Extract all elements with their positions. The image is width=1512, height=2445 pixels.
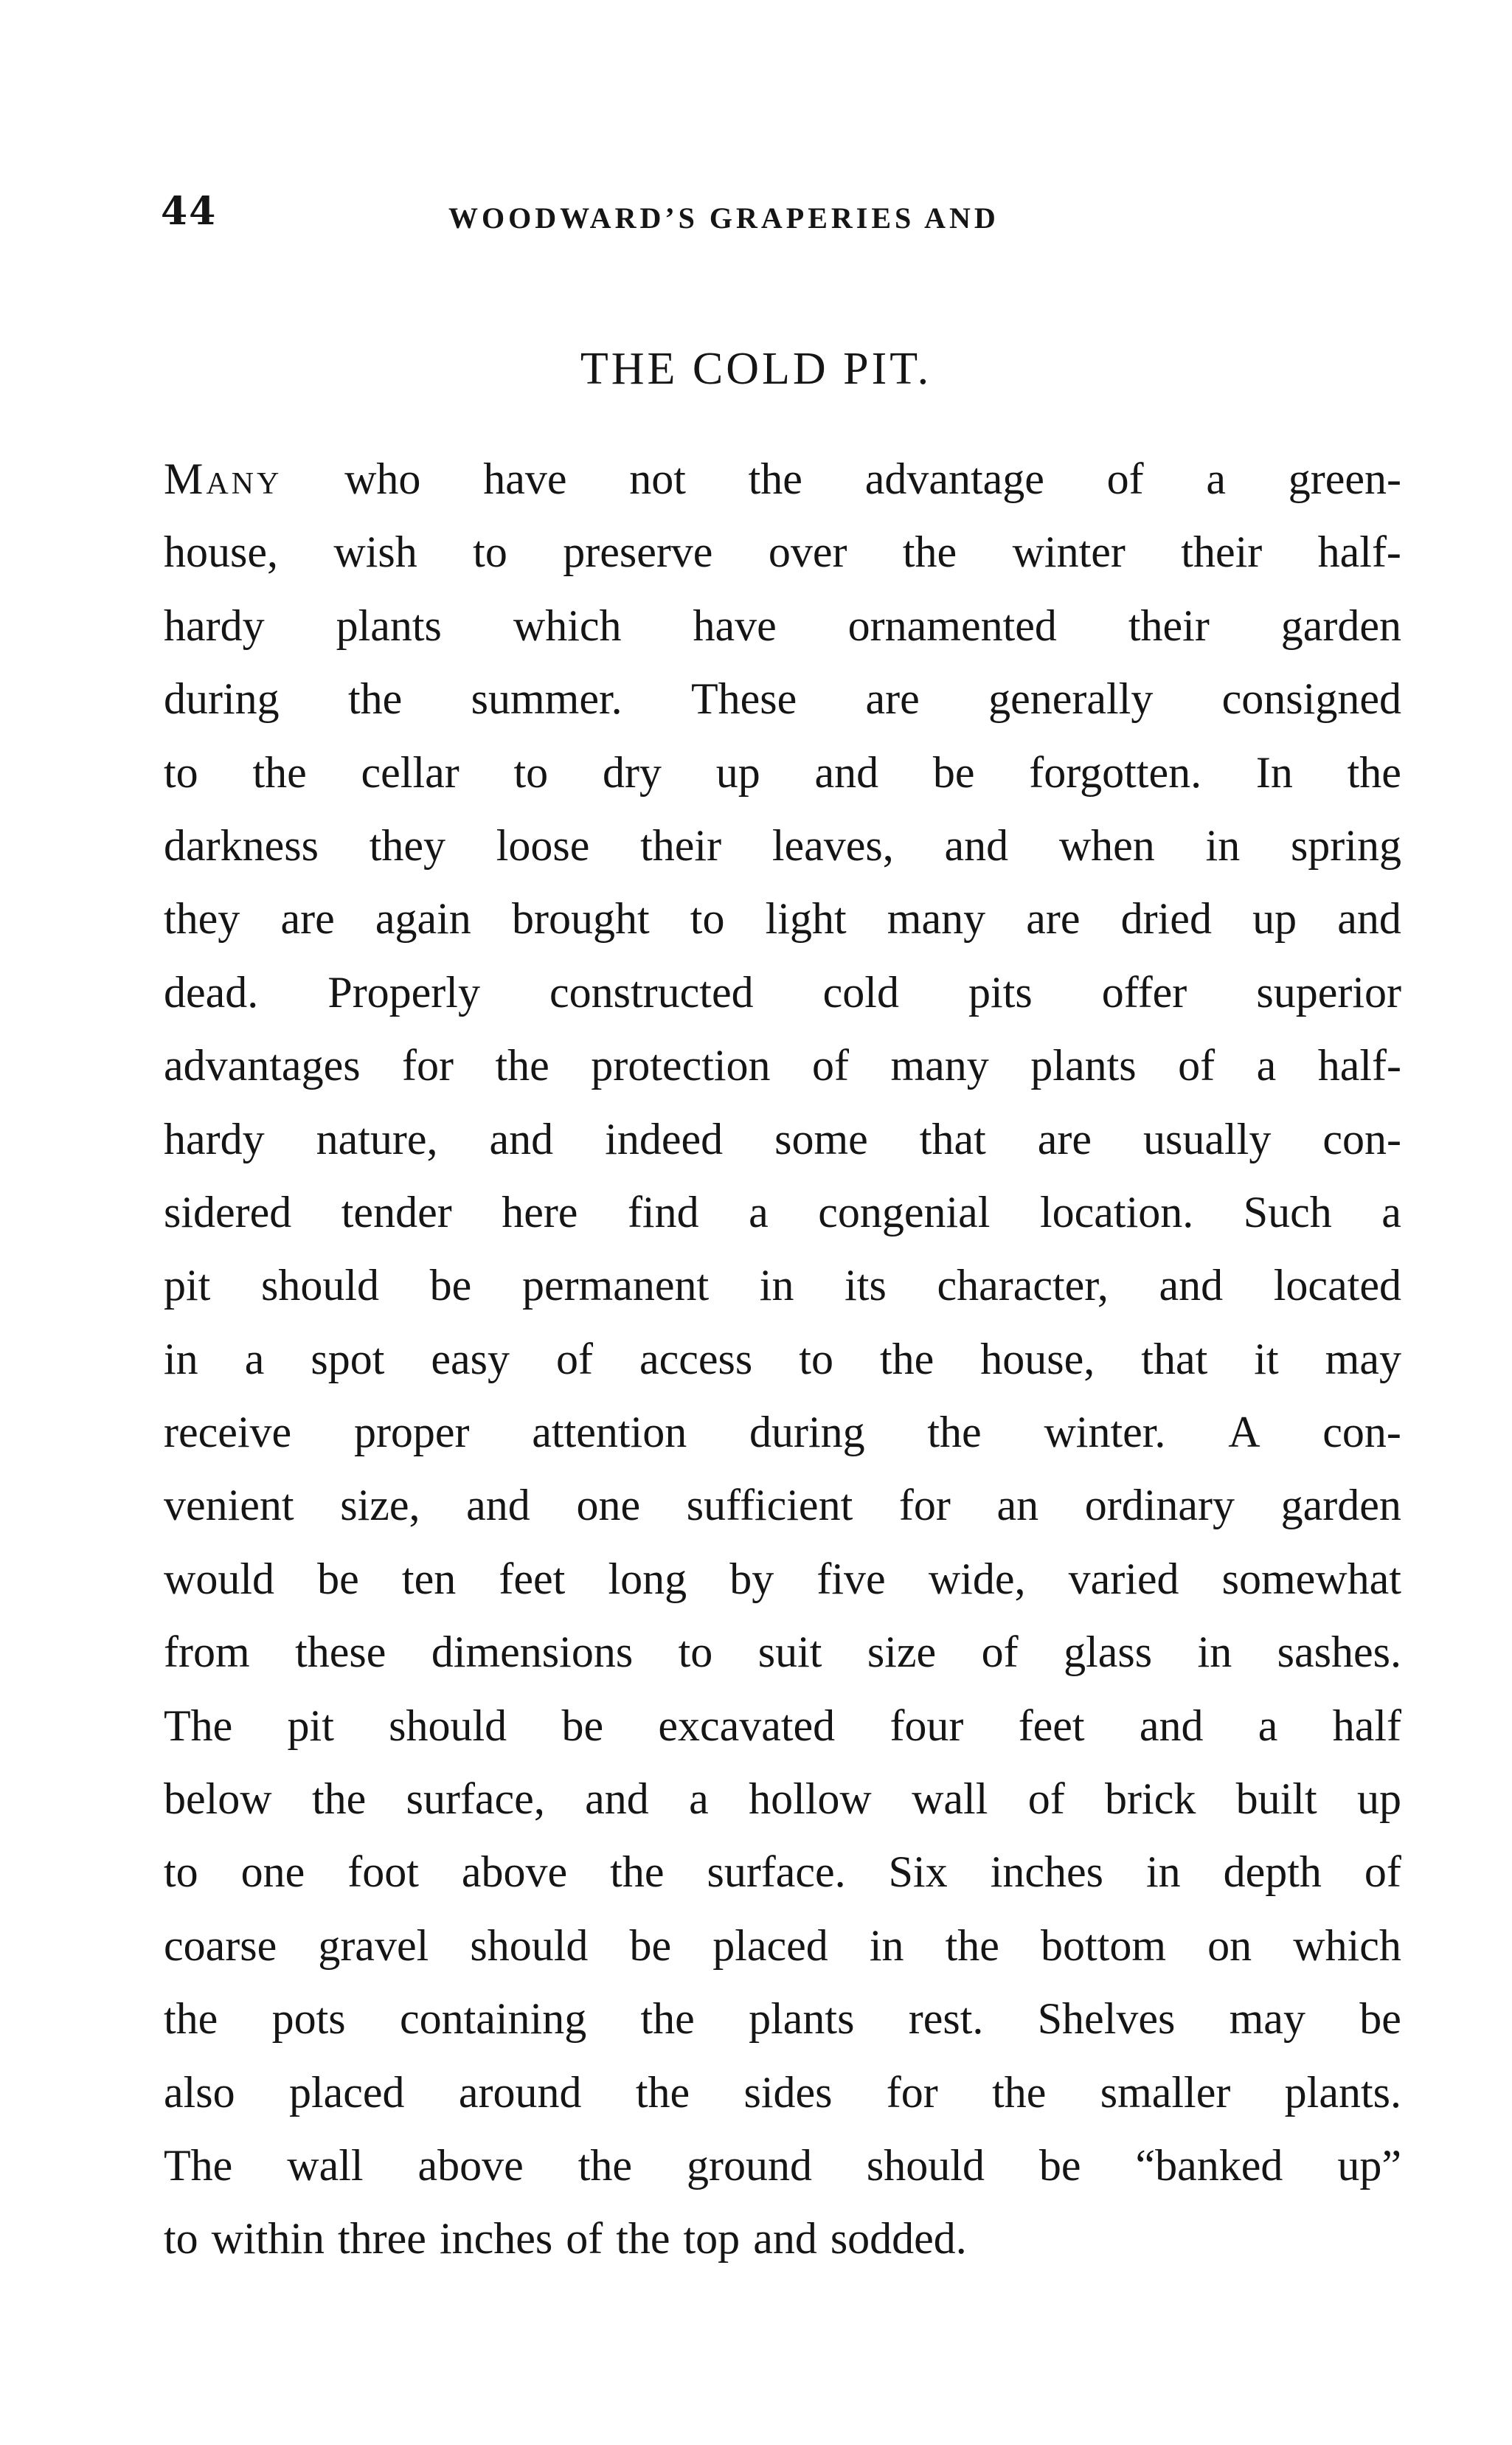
word: garden bbox=[1280, 601, 1401, 650]
word: around bbox=[458, 2067, 582, 2117]
word: have bbox=[693, 601, 777, 650]
word: for bbox=[898, 1481, 951, 1530]
word: sides bbox=[743, 2067, 833, 2117]
text-line bbox=[164, 589, 1401, 663]
word: size, bbox=[340, 1481, 420, 1530]
word: advantages bbox=[164, 1041, 361, 1090]
word: the bbox=[748, 454, 802, 503]
body-text bbox=[164, 443, 1401, 2276]
word: they bbox=[164, 894, 240, 944]
word: be bbox=[932, 747, 975, 797]
word: in bbox=[869, 1920, 904, 1970]
word: a bbox=[244, 1334, 265, 1383]
word: which bbox=[513, 601, 622, 650]
word: of bbox=[1027, 1774, 1065, 1824]
word: in bbox=[1145, 1847, 1181, 1897]
word: the bbox=[635, 2067, 690, 2117]
text-line bbox=[164, 443, 1401, 516]
word: access bbox=[639, 1334, 753, 1383]
word: These bbox=[690, 674, 797, 724]
word: suit bbox=[757, 1628, 822, 1677]
text-line bbox=[164, 1909, 1401, 1982]
word: wall bbox=[912, 1774, 988, 1824]
text-line bbox=[164, 2056, 1401, 2129]
word: may bbox=[1325, 1334, 1401, 1383]
running-title: WOODWARD’S GRAPERIES AND bbox=[448, 201, 999, 235]
word: foot bbox=[347, 1847, 419, 1897]
word: their bbox=[640, 820, 722, 870]
text-line bbox=[164, 516, 1401, 589]
word: one bbox=[576, 1481, 641, 1530]
word: and bbox=[944, 820, 1009, 870]
word: also bbox=[164, 2067, 235, 2117]
text-line bbox=[164, 882, 1401, 955]
word: darkness bbox=[164, 820, 319, 870]
word: house, bbox=[980, 1334, 1095, 1383]
word: they bbox=[369, 820, 445, 870]
word: the bbox=[610, 1847, 665, 1897]
word: in bbox=[759, 1261, 794, 1310]
word: house, bbox=[164, 528, 278, 577]
text-line bbox=[164, 1982, 1401, 2055]
word: light bbox=[765, 894, 847, 944]
word: not bbox=[629, 454, 686, 503]
word: green- bbox=[1288, 454, 1401, 503]
word: when bbox=[1058, 820, 1155, 870]
word: loose bbox=[496, 820, 590, 870]
word: indeed bbox=[605, 1114, 724, 1163]
word: pits bbox=[968, 967, 1033, 1017]
word: find bbox=[627, 1187, 699, 1237]
word: five bbox=[816, 1554, 886, 1603]
word: forgotten. bbox=[1029, 747, 1202, 797]
word: of bbox=[1106, 454, 1144, 503]
word: of bbox=[556, 1334, 594, 1383]
word: easy bbox=[431, 1334, 510, 1383]
word: the bbox=[252, 747, 307, 797]
word: hardy bbox=[164, 601, 265, 650]
word: The bbox=[164, 1701, 233, 1750]
word: sodded. bbox=[830, 2214, 967, 2264]
word: location. bbox=[1039, 1187, 1194, 1237]
word: top bbox=[683, 2214, 741, 2264]
word: of bbox=[981, 1628, 1019, 1677]
word: bottom bbox=[1041, 1920, 1167, 1970]
text-line bbox=[164, 736, 1401, 809]
word: winter bbox=[1012, 528, 1126, 577]
word: their bbox=[1128, 601, 1210, 650]
word: in bbox=[164, 1334, 198, 1383]
word: to bbox=[513, 747, 549, 797]
word: which bbox=[1293, 1920, 1401, 1970]
word: plants bbox=[336, 601, 442, 650]
text-line bbox=[164, 1690, 1401, 1763]
word: In bbox=[1255, 747, 1293, 797]
word: containing bbox=[399, 1994, 587, 2044]
word: may bbox=[1229, 1994, 1305, 2044]
word: up” bbox=[1337, 2140, 1401, 2190]
word: the bbox=[992, 2067, 1047, 2117]
word: be bbox=[561, 1701, 604, 1750]
word: attention bbox=[532, 1408, 687, 1457]
text-line bbox=[164, 1836, 1401, 1909]
word: three bbox=[338, 2214, 426, 2264]
word: The bbox=[164, 2140, 233, 2190]
word: within bbox=[211, 2214, 325, 2264]
word: ornamented bbox=[847, 601, 1057, 650]
word: be bbox=[1359, 1994, 1401, 2044]
word: up bbox=[1356, 1774, 1401, 1824]
word: four bbox=[889, 1701, 964, 1750]
word: up bbox=[715, 747, 760, 797]
word: above bbox=[417, 2140, 524, 2190]
word: con- bbox=[1322, 1114, 1401, 1163]
word: ordinary bbox=[1084, 1481, 1235, 1530]
word: half- bbox=[1317, 1041, 1401, 1090]
word: to bbox=[164, 2214, 198, 2264]
word: character, bbox=[937, 1261, 1109, 1310]
word: to bbox=[473, 528, 507, 577]
word: have bbox=[483, 454, 567, 503]
word: the bbox=[927, 1408, 982, 1457]
word: inches bbox=[990, 1847, 1103, 1897]
word: advantage bbox=[864, 454, 1044, 503]
word: that bbox=[1141, 1334, 1208, 1383]
word: should bbox=[866, 2140, 985, 2190]
word: cold bbox=[822, 967, 899, 1017]
text-line bbox=[164, 1616, 1401, 1689]
word: usually bbox=[1143, 1114, 1272, 1163]
word: and bbox=[814, 747, 879, 797]
word: the bbox=[1347, 747, 1401, 797]
word: superior bbox=[1256, 967, 1401, 1017]
word: be bbox=[1038, 2140, 1081, 2190]
word: of bbox=[812, 1041, 850, 1090]
word: should bbox=[389, 1701, 507, 1750]
word: their bbox=[1181, 528, 1263, 577]
word: feet bbox=[1018, 1701, 1085, 1750]
word: who bbox=[344, 454, 421, 503]
word: to bbox=[690, 894, 725, 944]
word: are bbox=[1026, 894, 1081, 944]
word: and bbox=[1337, 894, 1401, 944]
word: brick bbox=[1105, 1774, 1196, 1824]
word: proper bbox=[353, 1408, 470, 1457]
word: on bbox=[1207, 1920, 1252, 1970]
word: Properly bbox=[327, 967, 480, 1017]
word: a bbox=[689, 1774, 709, 1824]
word: a bbox=[1206, 454, 1227, 503]
word: Shelves bbox=[1037, 1994, 1176, 2044]
word: surface, bbox=[406, 1774, 545, 1824]
word: would bbox=[164, 1554, 274, 1603]
word: surface. bbox=[707, 1847, 846, 1897]
word: venient bbox=[164, 1481, 294, 1530]
word: ground bbox=[686, 2140, 812, 2190]
word: Such bbox=[1243, 1187, 1332, 1237]
word: these bbox=[295, 1628, 386, 1677]
word: placed bbox=[288, 2067, 405, 2117]
word: constructed bbox=[549, 967, 754, 1017]
word: rest. bbox=[908, 1994, 984, 2044]
text-line bbox=[164, 1323, 1401, 1396]
text-line bbox=[164, 1103, 1401, 1176]
word: some bbox=[774, 1114, 868, 1163]
word: winter. bbox=[1044, 1408, 1166, 1457]
word: dimensions bbox=[431, 1628, 634, 1677]
word: pots bbox=[271, 1994, 346, 2044]
text-line bbox=[164, 1469, 1401, 1542]
word: long bbox=[608, 1554, 687, 1603]
word: pit bbox=[164, 1261, 211, 1310]
word: wish bbox=[333, 528, 417, 577]
word: its bbox=[845, 1261, 887, 1310]
section-title: THE COLD PIT. bbox=[580, 344, 932, 394]
word: gravel bbox=[318, 1920, 429, 1970]
word: and bbox=[753, 2214, 817, 2264]
word: consigned bbox=[1221, 674, 1401, 724]
word: and bbox=[1159, 1261, 1224, 1310]
word: built bbox=[1235, 1774, 1317, 1824]
word: preserve bbox=[563, 528, 713, 577]
word: dead. bbox=[164, 967, 259, 1017]
word: are bbox=[865, 674, 920, 724]
word: dry bbox=[602, 747, 662, 797]
word: plants bbox=[1030, 1041, 1137, 1090]
word: sufficient bbox=[686, 1481, 853, 1530]
word: and bbox=[585, 1774, 649, 1824]
word: plants. bbox=[1284, 2067, 1401, 2117]
word: it bbox=[1254, 1334, 1279, 1383]
word: the bbox=[164, 1994, 218, 2044]
word: one bbox=[240, 1847, 305, 1897]
word: plants bbox=[749, 1994, 855, 2044]
word: for bbox=[402, 1041, 454, 1090]
word: in bbox=[1197, 1628, 1232, 1677]
word: the bbox=[347, 674, 403, 724]
text-line bbox=[164, 1029, 1401, 1102]
running-head bbox=[161, 189, 1387, 248]
word: a bbox=[1256, 1041, 1277, 1090]
word: in bbox=[1205, 820, 1241, 870]
word: somewhat bbox=[1221, 1554, 1401, 1603]
word: sashes. bbox=[1277, 1628, 1401, 1677]
word: hardy bbox=[164, 1114, 265, 1163]
word: dried bbox=[1120, 894, 1212, 944]
word: and bbox=[489, 1114, 554, 1163]
word: half- bbox=[1317, 528, 1401, 577]
word: by bbox=[729, 1554, 774, 1603]
word: to bbox=[799, 1334, 833, 1383]
word: con- bbox=[1322, 1408, 1401, 1457]
word: the bbox=[945, 1920, 999, 1970]
word: glass bbox=[1064, 1628, 1153, 1677]
word: offer bbox=[1101, 967, 1187, 1017]
word: Many bbox=[164, 454, 282, 503]
word: and bbox=[466, 1481, 530, 1530]
word: depth bbox=[1223, 1847, 1322, 1897]
word: hollow bbox=[749, 1774, 872, 1824]
word: cellar bbox=[361, 747, 460, 797]
word: be bbox=[429, 1261, 472, 1310]
page-number: 44 bbox=[161, 189, 218, 234]
word: placed bbox=[712, 1920, 828, 1970]
word: “banked bbox=[1135, 2140, 1283, 2190]
word: size bbox=[867, 1628, 937, 1677]
text-line bbox=[164, 1543, 1401, 1616]
word: to bbox=[164, 747, 198, 797]
word: pit bbox=[287, 1701, 334, 1750]
word: spot bbox=[311, 1334, 385, 1383]
word: varied bbox=[1068, 1554, 1179, 1603]
word: the bbox=[640, 1994, 695, 2044]
word: to bbox=[164, 1847, 198, 1897]
word: tender bbox=[341, 1187, 452, 1237]
word: wall bbox=[287, 2140, 364, 2190]
text-line bbox=[164, 1763, 1401, 1836]
word: an bbox=[996, 1481, 1039, 1530]
word: wide, bbox=[928, 1554, 1026, 1603]
word: the bbox=[879, 1334, 934, 1383]
text-line bbox=[164, 1176, 1401, 1249]
word: up bbox=[1252, 894, 1297, 944]
word: spring bbox=[1290, 820, 1401, 870]
word: the bbox=[311, 1774, 367, 1824]
word: inches bbox=[439, 2214, 553, 2264]
word: for bbox=[886, 2067, 938, 2117]
word: over bbox=[768, 528, 847, 577]
text-line bbox=[164, 2129, 1401, 2202]
word: ten bbox=[401, 1554, 457, 1603]
word: leaves, bbox=[771, 820, 894, 870]
word: the bbox=[578, 2140, 633, 2190]
word: above bbox=[461, 1847, 568, 1897]
word: feet bbox=[499, 1554, 566, 1603]
word: that bbox=[919, 1114, 986, 1163]
text-line bbox=[164, 2202, 1401, 2275]
word: brought bbox=[511, 894, 650, 944]
word: smaller bbox=[1100, 2067, 1231, 2117]
word: garden bbox=[1280, 1481, 1401, 1530]
word: the bbox=[495, 1041, 549, 1090]
word: coarse bbox=[164, 1920, 277, 1970]
word: many bbox=[887, 894, 986, 944]
word: protection bbox=[591, 1041, 771, 1090]
word: and bbox=[1139, 1701, 1204, 1750]
word: here bbox=[502, 1187, 578, 1237]
word: again bbox=[375, 894, 471, 944]
word: to bbox=[678, 1628, 713, 1677]
word: Six bbox=[888, 1847, 948, 1897]
word: the bbox=[616, 2214, 670, 2264]
word: a bbox=[1258, 1701, 1278, 1750]
word: A bbox=[1228, 1408, 1260, 1457]
word: of bbox=[566, 2214, 603, 2264]
word: nature, bbox=[316, 1114, 438, 1163]
word: during bbox=[749, 1408, 865, 1457]
word: receive bbox=[164, 1408, 292, 1457]
word: excavated bbox=[658, 1701, 836, 1750]
word: located bbox=[1273, 1261, 1401, 1310]
word: be bbox=[317, 1554, 359, 1603]
word: permanent bbox=[521, 1261, 710, 1310]
word: sidered bbox=[164, 1187, 292, 1237]
word: of bbox=[1364, 1847, 1401, 1897]
word: many bbox=[890, 1041, 989, 1090]
word: a bbox=[1381, 1187, 1401, 1237]
word: be bbox=[629, 1920, 672, 1970]
word: summer. bbox=[471, 674, 623, 724]
word: should bbox=[260, 1261, 380, 1310]
word: should bbox=[470, 1920, 589, 1970]
word: generally bbox=[988, 674, 1154, 724]
word: below bbox=[164, 1774, 272, 1824]
word: from bbox=[164, 1628, 250, 1677]
word: of bbox=[1178, 1041, 1216, 1090]
word: the bbox=[902, 528, 957, 577]
word: are bbox=[280, 894, 335, 944]
word: half bbox=[1332, 1701, 1401, 1750]
text-line bbox=[164, 1396, 1401, 1469]
word: during bbox=[164, 674, 280, 724]
word: are bbox=[1037, 1114, 1092, 1163]
text-line bbox=[164, 663, 1401, 736]
word: a bbox=[749, 1187, 769, 1237]
text-line bbox=[164, 956, 1401, 1029]
text-line bbox=[164, 1249, 1401, 1322]
word: congenial bbox=[818, 1187, 991, 1237]
text-line bbox=[164, 809, 1401, 882]
